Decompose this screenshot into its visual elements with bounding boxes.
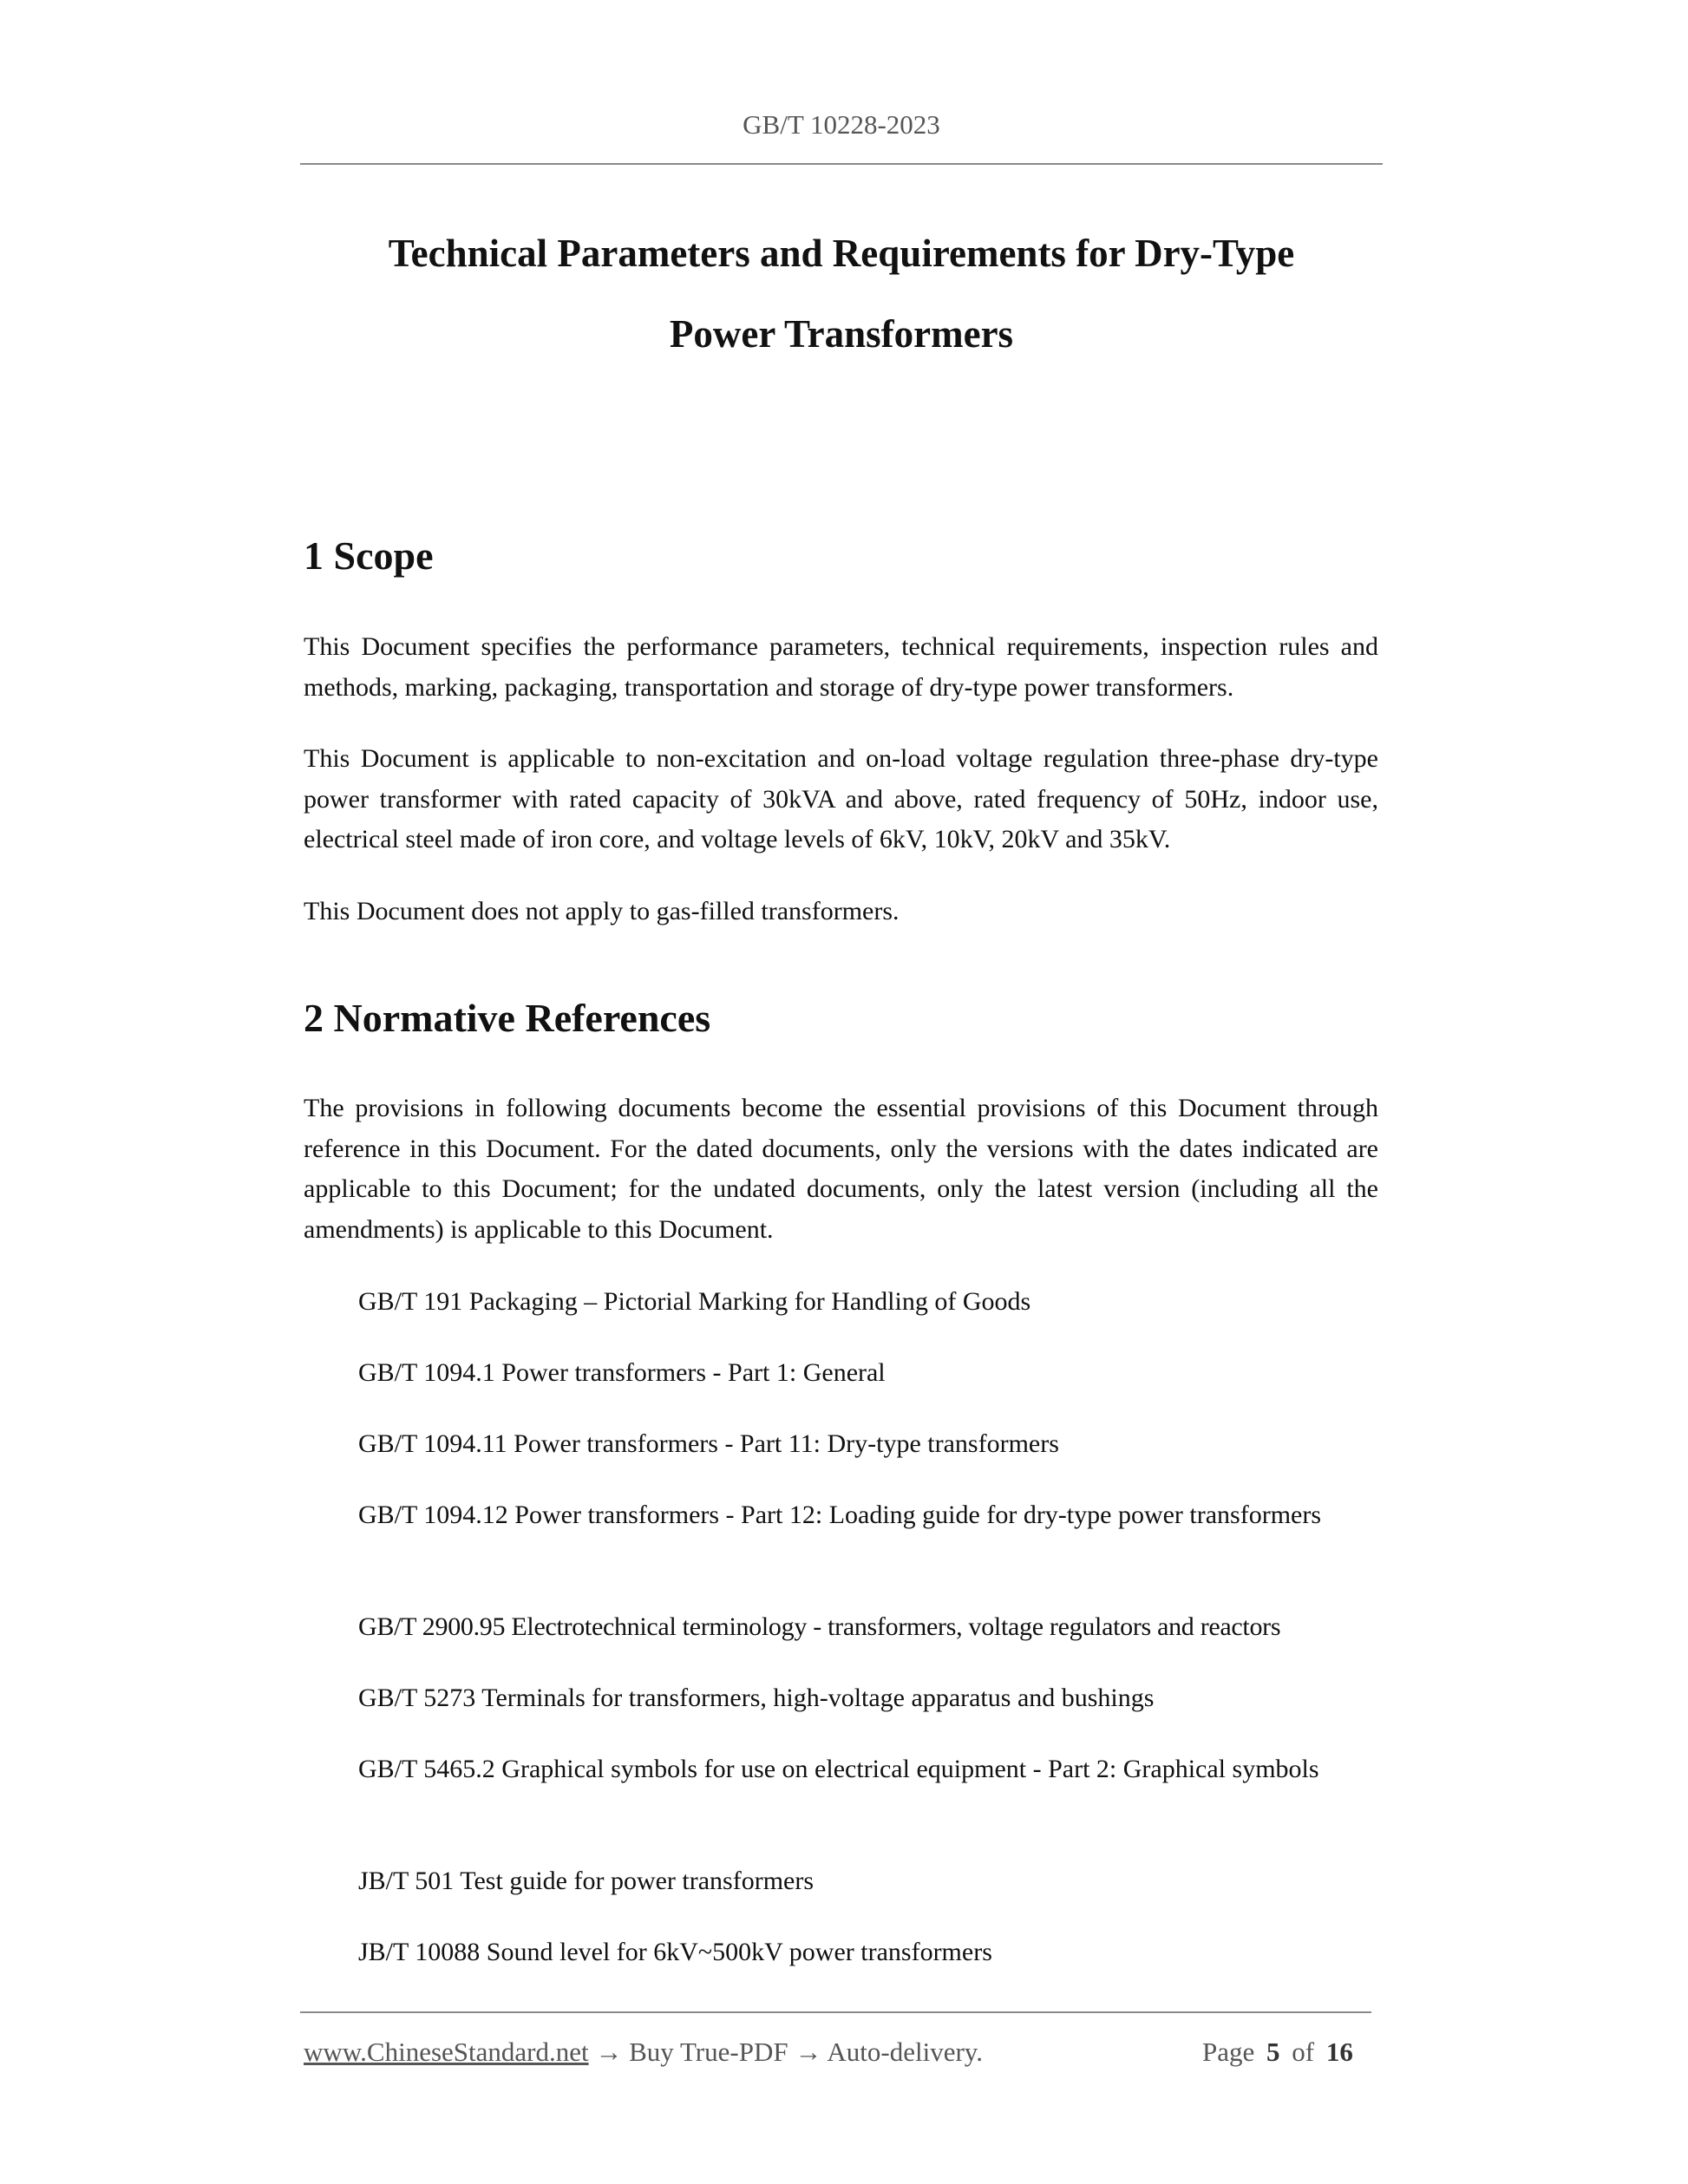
scope-paragraph-1: This Document specifies the performance parameters, technical requirements, inspection rules and methods, marking, packaging, transportation and storage of dry-type power transformers. bbox=[304, 632, 1378, 702]
document-code-header: GB/T 10228-2023 bbox=[743, 109, 940, 140]
reference-item: GB/T 1094.12 Power transformers - Part 12: Loading guide for dry-type power transformers bbox=[358, 1501, 1322, 1529]
header-divider bbox=[300, 163, 1383, 165]
footer-divider bbox=[300, 2011, 1371, 2013]
of-label: of bbox=[1292, 2037, 1315, 2067]
section-heading-normative-references: 2 Normative References bbox=[304, 996, 711, 1040]
reference-item: GB/T 1094.1 Power transformers - Part 1: General bbox=[358, 1358, 886, 1387]
document-title-line1: Technical Parameters and Requirements for Dry-Type bbox=[388, 232, 1295, 275]
page-indicator bbox=[1202, 2035, 1353, 2070]
website-link[interactable]: www.ChineseStandard.net bbox=[304, 2037, 589, 2067]
reference-item: JB/T 501 Test guide for power transformers bbox=[358, 1867, 815, 1895]
reference-item: JB/T 10088 Sound level for 6kV~500kV power transformers bbox=[358, 1938, 992, 1966]
document-title-line2: Power Transformers bbox=[669, 312, 1014, 356]
footer-promo bbox=[304, 2035, 983, 2070]
reference-item: GB/T 5465.2 Graphical symbols for use on electrical equipment - Part 2: Graphical symbols bbox=[358, 1755, 1319, 1783]
reference-item: GB/T 191 Packaging – Pictorial Marking for Handling of Goods bbox=[358, 1287, 1031, 1316]
arrow-right-icon: → bbox=[595, 2037, 623, 2067]
reference-item: GB/T 5273 Terminals for transformers, high-voltage apparatus and bushings bbox=[358, 1684, 1155, 1712]
scope-paragraph-3: This Document does not apply to gas-filled transformers. bbox=[304, 897, 900, 925]
normative-references-paragraph: The provisions in following documents become the essential provisions of this Document through reference in this Document. For the dated documents, only the versions with the dates indicated are applicable to this Document; for the undated documents, only the latest version (including all the amendments) is applicable to this Document. bbox=[304, 1094, 1378, 1244]
reference-item: GB/T 1094.11 Power transformers - Part 11: Dry-type transformers bbox=[358, 1429, 1059, 1458]
page-current: 5 bbox=[1266, 2037, 1280, 2067]
reference-item: GB/T 2900.95 Electrotechnical terminology - transformers, voltage regulators and reactors bbox=[358, 1612, 1281, 1641]
buy-true-pdf-text: Buy True-PDF bbox=[629, 2037, 788, 2067]
page-total: 16 bbox=[1325, 2037, 1353, 2067]
page-label: Page bbox=[1202, 2037, 1255, 2067]
section-heading-scope: 1 Scope bbox=[304, 533, 434, 578]
arrow-right-icon: → bbox=[795, 2037, 822, 2067]
auto-delivery-text: Auto-delivery. bbox=[827, 2037, 984, 2067]
scope-paragraph-2: This Document is applicable to non-excitation and on-load voltage regulation three-phase dry-type power transformer with rated capacity of 30kVA and above, rated frequency of 50Hz, indoor use, electrical steel made of iron core, and voltage levels of 6kV, 10kV, 20kV and 35kV. bbox=[304, 744, 1378, 853]
